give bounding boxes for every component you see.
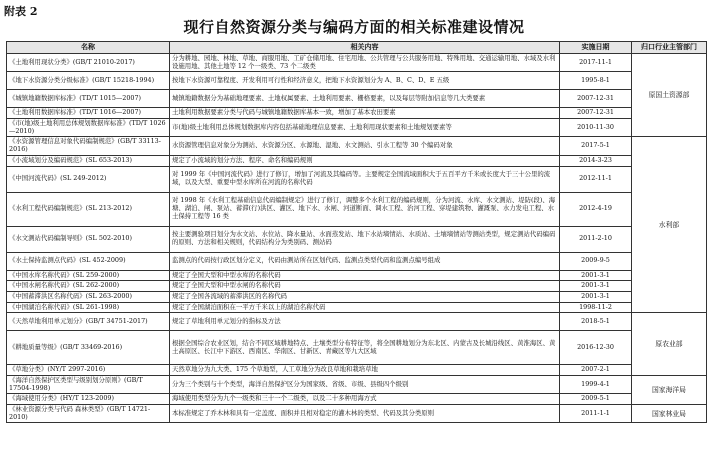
cell-date: 1998-11-2: [560, 302, 632, 313]
cell-date: 2009-9-5: [560, 252, 632, 270]
table-row: [7, 394, 707, 405]
cell-name: 《耕地质量等级》(GB/T 33469-2016): [7, 331, 170, 365]
cell-date: 1995-8-1: [560, 72, 632, 90]
cell-name: 《市(地)级土地利用总体规划数据库标准》(TD/T 1026—2010): [7, 119, 170, 137]
cell-content: 规定了全国各流域的蓄滞洪区的名称代码: [170, 291, 560, 302]
dept-cell: 原农业部: [632, 313, 707, 376]
cell-name: 《海域使用分类》(HY/T 123-2009): [7, 394, 170, 405]
cell-name: 《小流域划分及编码规范》(SL 653-2013): [7, 155, 170, 166]
table-row: [7, 270, 707, 281]
table-row: [7, 331, 707, 365]
cell-name: 《林业资源分类与代码 森林类型》(GB/T 14721-2010): [7, 405, 170, 423]
table-row: [7, 72, 707, 90]
cell-name: 《水资源管理信息对象代码编制规范》(GB/T 33113-2016): [7, 137, 170, 155]
table-row: [7, 90, 707, 108]
cell-name: 《土地利用现状分类》(GB/T 21010-2017): [7, 54, 170, 72]
cell-date: 2012-4-19: [560, 192, 632, 226]
cell-date: 2011-1-1: [560, 405, 632, 423]
table-header-row: [7, 42, 707, 54]
table-row: [7, 119, 707, 137]
cell-name: 《天然草地利用单元划分》(GB/T 34751-2017): [7, 313, 170, 331]
cell-content: 水资源管理信息对象分为测站、水资源分区、水源地、湿地、水文测站、引水工程等 30 个编码对象: [170, 137, 560, 155]
cell-content: 市(地)级土地利用总体规划数据库内容包括基础地理信息要素、土地利用现状要素和土地规划要素等: [170, 119, 560, 137]
cell-content: 城镇地籍数据分为基础地理要素、土地权属要素、土地利用要素、栅格要素，以及每层等附加信息等几大类要素: [170, 90, 560, 108]
cell-date: 2001-3-1: [560, 291, 632, 302]
cell-content: 按地下水资源可靠程度、开发利用可行性和经济意义，把地下水资源划分为 A、B、C、D、E 五级: [170, 72, 560, 90]
table-row: [7, 166, 707, 192]
dept-cell: 国家林业局: [632, 405, 707, 423]
cell-content: 分为耕地、园地、林地、草地、商服用地、工矿仓储用地、住宅用地、公共管理与公共服务用地、特殊用地、交通运输用地、水域及水利设施用地、其他土地等 12 个一级类、73 个二级类: [170, 54, 560, 72]
cell-name: 《地下水资源分类分级标准》(GB/T 15218-1994): [7, 72, 170, 90]
cell-date: 2007-12-31: [560, 108, 632, 119]
cell-date: 2016-12-30: [560, 331, 632, 365]
annex-label: 附表 2: [4, 5, 38, 18]
cell-content: 根据全国综合农业区划，结合不同区域耕地特点、土壤类型分布特征等，将全国耕地划分为东北区、内蒙古及长城沿线区、黄淮海区、黄土高原区、长江中下游区、西南区、华南区、甘新区、青藏区等九大区域: [170, 331, 560, 365]
table-row: [7, 291, 707, 302]
cell-date: 2017-11-1: [560, 54, 632, 72]
cell-date: 2018-5-1: [560, 313, 632, 331]
cell-name: 《城镇地籍数据库标准》(TD/T 1015—2007): [7, 90, 170, 108]
cell-content: 按主要测验项目划分为水文站、水位站、降水量站、水面蒸发站、地下水站墒情站、水质站、土壤墒情站等测站类型，规定测站代码编码的原则、方法和相关规则，代码结构分为类别码、测站码: [170, 226, 560, 252]
cell-content: 本标准规定了乔木林和具有一定盖度、面积并且相对稳定的灌木林的类型、代码及其分类原则: [170, 405, 560, 423]
cell-date: 2009-5-1: [560, 394, 632, 405]
table-row: [7, 226, 707, 252]
cell-date: 2007-12-31: [560, 90, 632, 108]
table-row: [7, 365, 707, 376]
cell-name: 《水土保持监测点代码》(SL 452-2009): [7, 252, 170, 270]
dept-cell: 国家海洋局: [632, 375, 707, 404]
header-dept: 归口行业主管部门: [632, 42, 707, 54]
cell-name: 《草地分类》(NY/T 2997-2016): [7, 365, 170, 376]
cell-date: 2007-2-1: [560, 365, 632, 376]
cell-name: 《中国湖泊名称代码》(SL 261-1998): [7, 302, 170, 313]
cell-name: 《中国水闸名称代码》(SL 262-2000): [7, 281, 170, 292]
cell-name: 《土地利用数据库标准》(TD/T 1016—2007): [7, 108, 170, 119]
cell-content: 天然草地分为九大类、175 个草地型，人工草地分为改良草地和栽培草地: [170, 365, 560, 376]
table-row: [7, 252, 707, 270]
cell-date: 2012-11-1: [560, 166, 632, 192]
table-row: [7, 108, 707, 119]
cell-name: 《水文测站代码编制导则》(SL 502-2010): [7, 226, 170, 252]
table-row: [7, 192, 707, 226]
cell-content: 规定了全国湖泊面积在一平方千米以上的湖泊名称代码: [170, 302, 560, 313]
table-row: [7, 405, 707, 423]
cell-date: 2011-2-10: [560, 226, 632, 252]
header-content: 相关内容: [170, 42, 560, 54]
table-row: [7, 313, 707, 331]
table-row: [7, 375, 707, 393]
cell-content: 规定了小流域的划分方法、程序、命名和编码规则: [170, 155, 560, 166]
cell-content: 海域使用类型分为九个一级类和三十一个二级类，以及二十多种用海方式: [170, 394, 560, 405]
table-row: [7, 54, 707, 72]
cell-date: 1999-4-1: [560, 375, 632, 393]
cell-content: 规定了全国大型和中型水闸的名称代码: [170, 281, 560, 292]
cell-date: 2014-3-23: [560, 155, 632, 166]
cell-date: 2001-3-1: [560, 281, 632, 292]
cell-name: 《中国蓄滞洪区名称代码》(SL 263-2000): [7, 291, 170, 302]
cell-content: 分为三个类别与十个类型，海洋自然保护区分为国家级、省级、市级、县级四个级别: [170, 375, 560, 393]
cell-name: 《水利工程代码编制规范》(SL 213-2012): [7, 192, 170, 226]
cell-content: 土地利用数据要素分类与代码与城镇地籍数据库基本一致，增加了基本农田要素: [170, 108, 560, 119]
cell-date: 2001-3-1: [560, 270, 632, 281]
cell-name: 《海洋自然保护区类型与级别划分原则》(GB/T 17504-1998): [7, 375, 170, 393]
table-row: [7, 137, 707, 155]
table-row: [7, 155, 707, 166]
standards-table: [6, 41, 707, 423]
cell-content: 对 1999 年《中国河流代码》进行了修订，增加了河流及其编码等。主要规定全国流域面积大于五百平方千米或长度大于三十公里的流域，以及大型、重要中型水库所在河流的名称代码: [170, 166, 560, 192]
cell-name: 《中国河流代码》(SL 249-2012): [7, 166, 170, 192]
page-title: 现行自然资源分类与编码方面的相关标准建设情况: [183, 18, 525, 36]
cell-content: 监测点的代码按行政区划分定义，代码由测站所在区划代码、监测点类型代码和监测点编号组成: [170, 252, 560, 270]
header-date: 实施日期: [560, 42, 632, 54]
cell-content: 规定了草地利用单元划分的指标及方法: [170, 313, 560, 331]
table-row: [7, 281, 707, 292]
dept-cell: 原国土资源部: [632, 54, 707, 137]
cell-name: 《中国水库名称代码》(SL 259-2000): [7, 270, 170, 281]
cell-content: 对 1998 年《水利工程基础信息代码编制规定》进行了修订，调整多个水利工程的编码规则，分为河流、水库、水文测站、堤防(段)、海塘、湖泊、闸、泵站、蓄滞(行)洪区、灌区、地下水、水闸、河道断面、调水工程、治河工程、穿堤建筑物、灌溉泵、水力发电工程、水土保持工程等 16 类: [170, 192, 560, 226]
dept-cell: 水利部: [632, 137, 707, 313]
cell-content: 规定了全国大型和中型水库的名称代码: [170, 270, 560, 281]
header-name: 名称: [7, 42, 170, 54]
cell-date: 2010-11-30: [560, 119, 632, 137]
table-row: [7, 302, 707, 313]
cell-date: 2017-5-1: [560, 137, 632, 155]
